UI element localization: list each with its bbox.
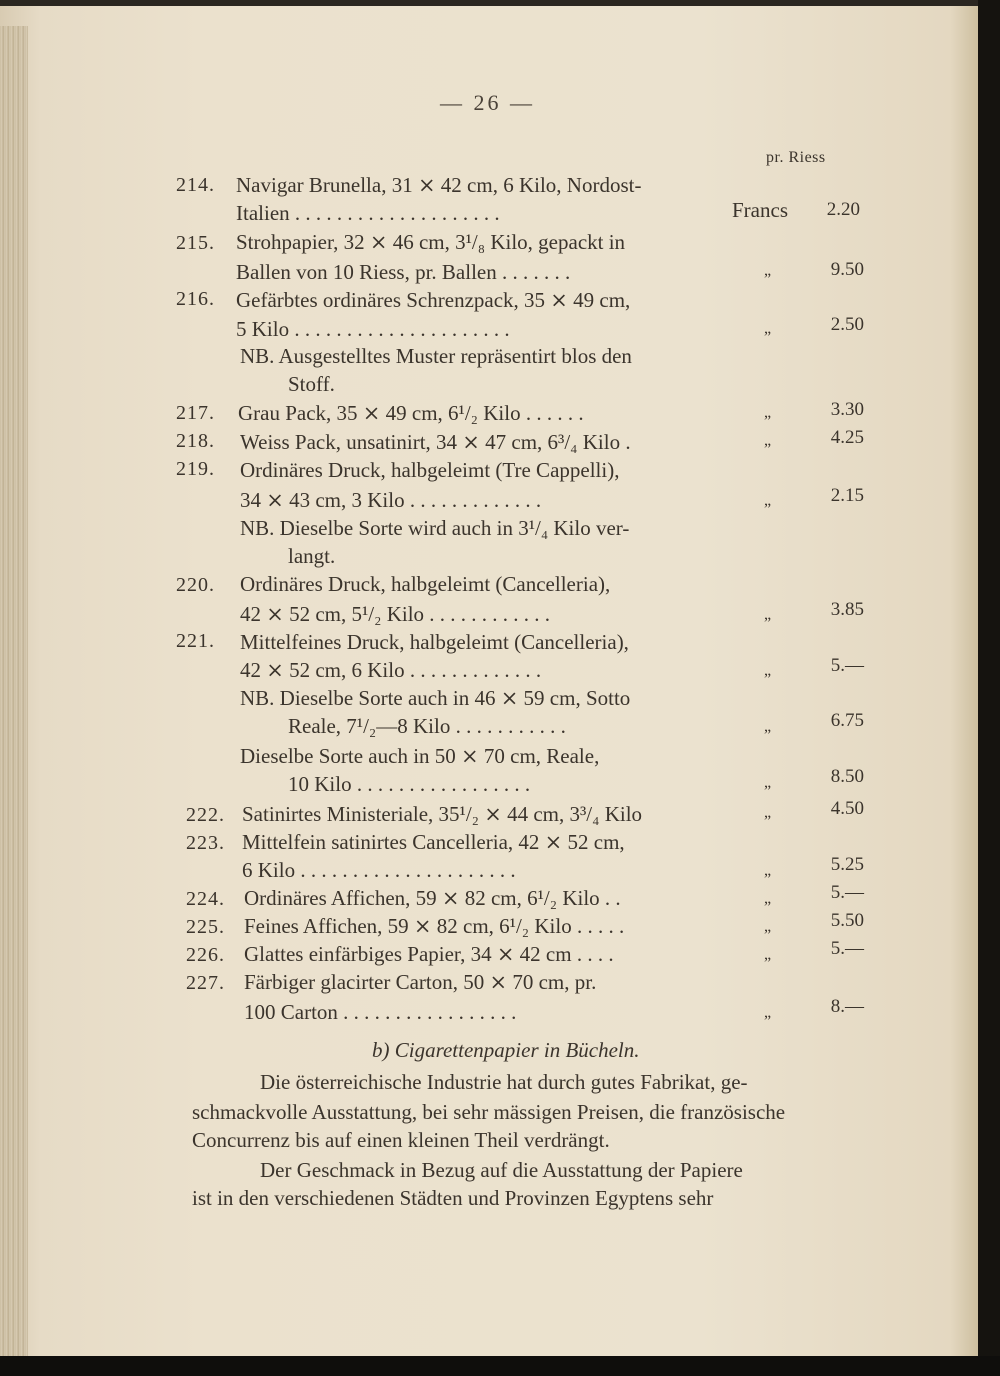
entry-line: 100 Carton . . . . . . . . . . . . . . . . . <box>244 1000 517 1024</box>
price: 5.— <box>830 938 864 959</box>
ditto-mark: „ <box>764 946 772 963</box>
entry-line: Glattes einfärbiges Papier, 34 ⨯ 42 cm . . . . <box>244 942 614 966</box>
entry-line: 5 Kilo . . . . . . . . . . . . . . . . . . . . . <box>236 317 510 341</box>
entry-line: Ordinäres Druck, halbgeleimt (Cancelleria), <box>240 572 611 596</box>
entry-number: 219. <box>176 458 215 480</box>
entry-number: 227. <box>186 972 225 994</box>
paragraph-line: schmackvolle Ausstattung, bei sehr mässigen Preisen, die französische <box>192 1100 786 1124</box>
note-line: NB. Dieselbe Sorte auch in 46 ⨯ 59 cm, Sotto <box>240 686 631 710</box>
ditto-mark: „ <box>764 492 772 509</box>
note-line: 10 Kilo . . . . . . . . . . . . . . . . . <box>288 772 531 796</box>
price: 5.— <box>830 882 864 903</box>
ditto-mark: „ <box>764 262 772 279</box>
unit-header: pr. Riess <box>766 149 826 166</box>
ditto-mark: „ <box>764 774 772 791</box>
ditto-mark: „ <box>764 718 772 735</box>
entry-number: 226. <box>186 944 225 966</box>
entry-line: Satinirtes Ministeriale, 35¹/₂ ⨯ 44 cm, 3³/₄ Kilo <box>242 802 643 826</box>
ditto-mark: „ <box>764 890 772 907</box>
price: 2.20 <box>826 199 860 220</box>
entry-line: Mittelfein satinirtes Cancelleria, 42 ⨯ 52 cm, <box>242 830 625 854</box>
section-subheading: b) Cigarettenpapier in Bücheln. <box>372 1038 640 1062</box>
price: 5.50 <box>830 910 864 931</box>
entry-number: 215. <box>176 232 215 254</box>
note-line: Stoff. <box>288 372 335 396</box>
currency-label: Francs <box>732 198 788 222</box>
note-line: Dieselbe Sorte auch in 50 ⨯ 70 cm, Reale, <box>240 744 600 768</box>
ditto-mark: „ <box>764 432 772 449</box>
ditto-mark: „ <box>764 862 772 879</box>
entry-line: 42 ⨯ 52 cm, 5¹/₂ Kilo . . . . . . . . . . . . <box>240 602 551 626</box>
entry-line: 6 Kilo . . . . . . . . . . . . . . . . . . . . . <box>242 858 516 882</box>
price: 8.— <box>830 996 864 1017</box>
entry-number: 218. <box>176 430 215 452</box>
note-line: langt. <box>288 544 336 568</box>
entry-number: 217. <box>176 402 215 424</box>
entry-number: 225. <box>186 916 225 938</box>
price: 9.50 <box>830 259 864 280</box>
price: 3.30 <box>830 399 864 420</box>
ditto-mark: „ <box>764 662 772 679</box>
price: 6.75 <box>830 710 864 731</box>
entry-line: Grau Pack, 35 ⨯ 49 cm, 6¹/₂ Kilo . . . . . . <box>238 401 584 425</box>
price: 4.25 <box>830 427 864 448</box>
entry-line: Ballen von 10 Riess, pr. Ballen . . . . . . . <box>236 260 571 284</box>
entry-number: 222. <box>186 804 225 826</box>
entry-line: Färbiger glacirter Carton, 50 ⨯ 70 cm, pr. <box>244 970 597 994</box>
page-number: — 26 — <box>440 90 535 115</box>
price: 4.50 <box>830 798 864 819</box>
price: 5.— <box>830 655 864 676</box>
note-line: NB. Ausgestelltes Muster repräsentirt blos den <box>240 344 632 368</box>
ditto-mark: „ <box>764 1004 772 1021</box>
entry-line: Ordinäres Affichen, 59 ⨯ 82 cm, 6¹/₂ Kilo . . <box>244 886 621 910</box>
page-stack-edge <box>0 26 28 1356</box>
entry-line: Ordinäres Druck, halbgeleimt (Tre Cappelli), <box>240 458 620 482</box>
entry-number: 223. <box>186 832 225 854</box>
entry-line: 42 ⨯ 52 cm, 6 Kilo . . . . . . . . . . . . . <box>240 658 542 682</box>
entry-line: Italien . . . . . . . . . . . . . . . . . . . . <box>236 201 500 225</box>
entry-line: Strohpapier, 32 ⨯ 46 cm, 3¹/₈ Kilo, gepackt in <box>236 230 626 254</box>
ditto-mark: „ <box>764 320 772 337</box>
note-line: NB. Dieselbe Sorte wird auch in 3¹/₄ Kilo ver- <box>240 516 630 540</box>
note-line: Reale, 7¹/₂—8 Kilo . . . . . . . . . . . <box>288 714 566 738</box>
price: 2.50 <box>830 314 864 335</box>
entry-line: Weiss Pack, unsatinirt, 34 ⨯ 47 cm, 6³/₄ Kilo . <box>240 430 631 454</box>
entry-number: 220. <box>176 574 215 596</box>
entry-line: Mittelfeines Druck, halbgeleimt (Cancelleria), <box>240 630 629 654</box>
entry-line: Gefärbtes ordinäres Schrenzpack, 35 ⨯ 49 cm, <box>236 288 631 312</box>
price: 2.15 <box>830 485 864 506</box>
entry-line: Navigar Brunella, 31 ⨯ 42 cm, 6 Kilo, Nordost- <box>236 173 642 197</box>
ditto-mark: „ <box>764 606 772 623</box>
price: 3.85 <box>830 599 864 620</box>
ditto-mark: „ <box>764 804 772 821</box>
paragraph-line: Die österreichische Industrie hat durch gutes Fabrikat, ge- <box>260 1070 748 1094</box>
price: 5.25 <box>830 854 864 875</box>
ditto-mark: „ <box>764 404 772 421</box>
entry-line: Feines Affichen, 59 ⨯ 82 cm, 6¹/₂ Kilo . . . . . <box>244 914 625 938</box>
entry-line: 34 ⨯ 43 cm, 3 Kilo . . . . . . . . . . . . . <box>240 488 542 512</box>
entry-number: 214. <box>176 174 215 196</box>
scan-edge-right <box>978 0 1000 1376</box>
entry-number: 224. <box>186 888 225 910</box>
entry-number: 216. <box>176 288 215 310</box>
paragraph-line: Concurrenz bis auf einen kleinen Theil verdrängt. <box>192 1128 610 1152</box>
ditto-mark: „ <box>764 918 772 935</box>
price: 8.50 <box>830 766 864 787</box>
scan-edge-bottom <box>0 1356 1000 1376</box>
paragraph-line: ist in den verschiedenen Städten und Provinzen Egyptens sehr <box>192 1186 714 1210</box>
paragraph-line: Der Geschmack in Bezug auf die Ausstattung der Papiere <box>260 1158 743 1182</box>
entry-number: 221. <box>176 630 215 652</box>
